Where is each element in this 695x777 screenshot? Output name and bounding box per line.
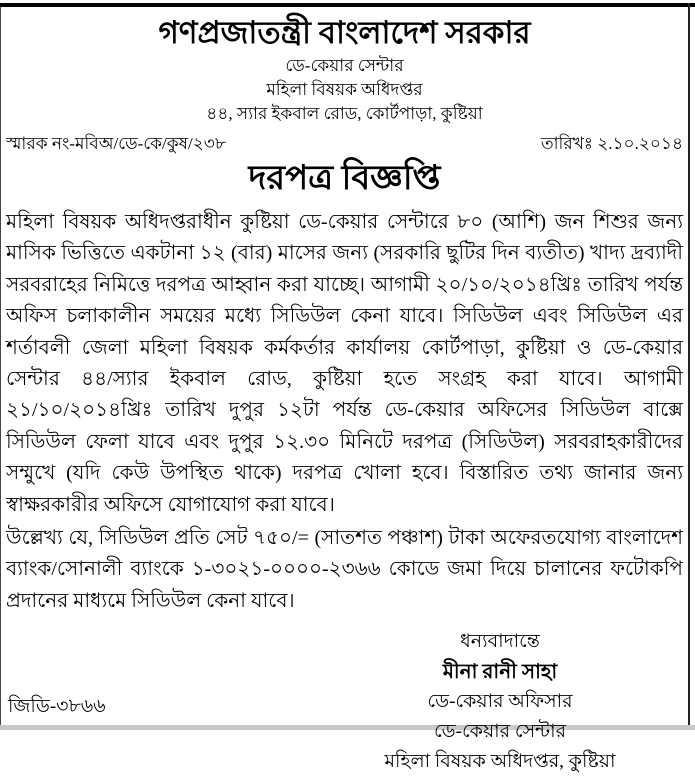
memo-date: তারিখঃ ২.১০.২০১৪ [540,134,683,153]
signatory-designation: ডে-কেয়ার অফিসার [427,691,573,713]
government-title: গণপ্রজাতন্ত্রী বাংলাদেশ সরকার [158,15,531,50]
frame-top-line [0,3,695,7]
signatory-department: মহিলা বিষয়ক অধিদপ্তর, কুষ্টিয়া [384,751,616,773]
org-line-daycare-center: ডে-কেয়ার সেন্টার [285,56,404,75]
notice-paragraph-1: মহিলা বিষয়ক অধিদপ্তরাধীন কুষ্টিয়া ডে-কেয়ার সেন্টারে ৮০ (আশি) জন শিশুর জন্য মাসিক ভিত্তিতে একটানা ১২ (বার) মাসের জন্য (সরকারি ছুটির দিন ব্যতীত) খাদ্য দ্রব্যাদী সরবরাহের নিমিত্তে দরপত্র আহ্বান করা যাচ্ছে। আগামী ২০/১০/২০১৪খ্রিঃ তারিখ পর্যন্ত অফিস চলাকালীন সময়ের মধ্যে সিডিউল কেনা যাবে। সিডিউল এবং সিডিউল এর শর্তাবলী জেলা মহিলা বিষয়ক কর্মকর্তার কার্যালয় কোর্টপাড়া, কুষ্টিয়া ও ডে-কেয়ার সেন্টার ৪৪/স্যার ইকবাল রোড, কুষ্টিয়া হতে সংগ্রহ করা যাবে। আগামী ২১/১০/২০১৪খ্রিঃ তারিখ দুপুর ১২টা পর্যন্ত ডে-কেয়ার অফিসের সিডিউল বাক্সে সিডিউল ফেলা যাবে এবং দুপুর ১২.৩০ মিনিটে দরপত্র (সিডিউল) সরবরাহকারীদের সম্মুখে (যদি কেউ উপস্থিত থাকে) দরপত্র খোলা হবে। বিস্তারিত তথ্য জানার জন্য স্বাক্ষরকারীর অফিসে যোগাযোগ করা যাবে। [6,211,683,516]
frame-left-line [0,7,1,730]
gd-reference-number: জিডি-৩৮৬৬ [8,696,106,717]
signature-block [345,627,655,777]
signatory-name: মীনা রানী সাহা [442,661,558,684]
org-line-address: ৪৪, স্যার ইকবাল রোড, কোর্টপাড়া, কুষ্টিয়া [206,104,483,123]
letterhead [6,12,683,126]
org-line-department: মহিলা বিষয়ক অধিদপ্তর [266,80,423,99]
memo-number: স্মারক নং-মবিঅ/ডে-কে/কুষ/২৩৮ [6,134,226,153]
frame-right-line [688,3,690,730]
signature-salutation: ধন্যবাদান্তে [460,631,540,653]
notice-title: দরপত্র বিজ্ঞপ্তি [248,160,441,197]
document-body [6,10,683,777]
notice-paragraph-2: উল্লেখ্য যে, সিডিউল প্রতি সেট ৭৫০/= (সাতশত পঞ্চাশ) টাকা অফেরতযোগ্য বাংলাদেশ ব্যাংক/সোনালী ব্যাংকে ১-৩০২১-০০০০-২৩৬৬ কোডে জমা দিয়ে চালানের ফটোকপি প্রদানের মাধ্যমে সিডিউল কেনা যাবে। [6,527,683,612]
memo-row [6,133,683,155]
signatory-office: ডে-কেয়ার সেন্টার [433,721,567,743]
